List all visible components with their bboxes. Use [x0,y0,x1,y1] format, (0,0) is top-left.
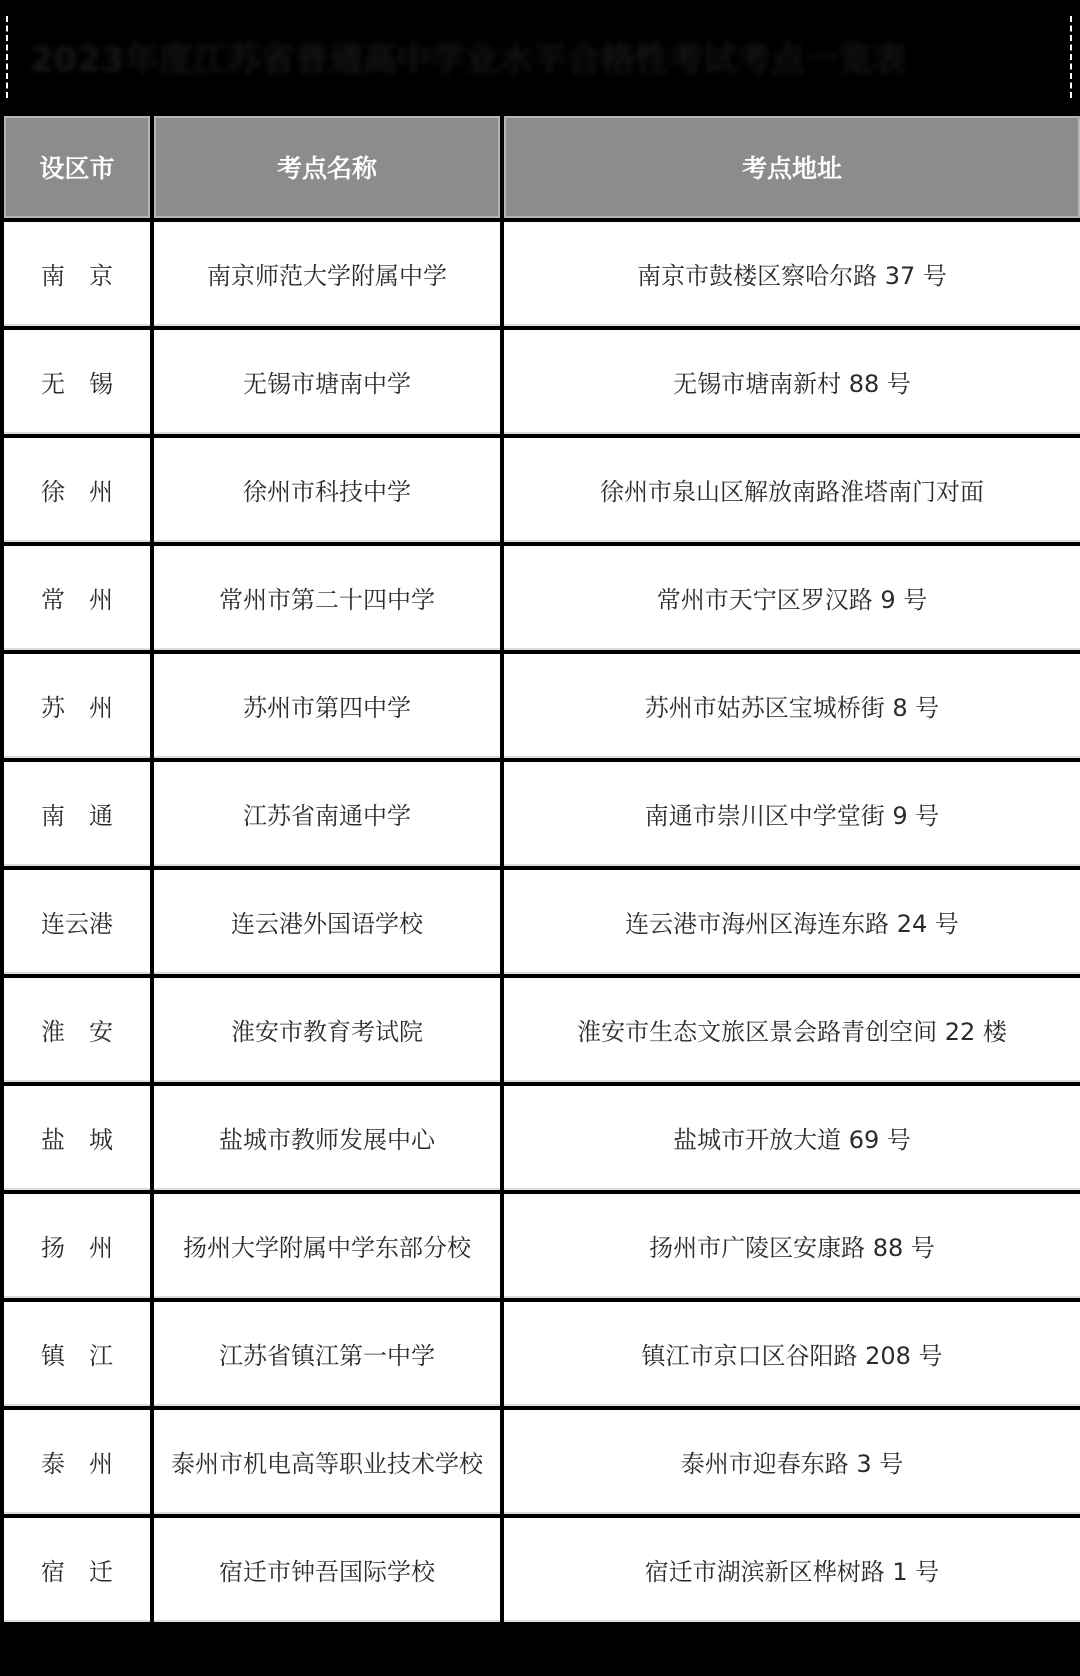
table-row [4,870,1080,974]
table-row [4,330,1080,434]
banner-title: 2023年度江苏省普通高中学业水平合格性考试考点一览表 [30,40,907,80]
site-address-cell: 镇江市京口区谷阳路 208 号 [504,1302,1080,1406]
site-address-cell: 淮安市生态文旅区景会路青创空间 22 楼 [504,978,1080,1082]
city-cell: 扬 州 [4,1194,150,1298]
table-row [4,438,1080,542]
table-row [4,762,1080,866]
site-name-cell: 江苏省镇江第一中学 [154,1302,500,1406]
table-row [4,1194,1080,1298]
table-header-row [4,116,1080,218]
table-row [4,546,1080,650]
title-banner [0,0,1080,112]
site-name-cell: 盐城市教师发展中心 [154,1086,500,1190]
table-row [4,1518,1080,1622]
exam-site-table [0,112,1080,1626]
header-site-address: 考点地址 [504,116,1080,218]
city-cell: 连云港 [4,870,150,974]
site-name-cell: 江苏省南通中学 [154,762,500,866]
site-address-cell: 扬州市广陵区安康路 88 号 [504,1194,1080,1298]
city-cell: 徐 州 [4,438,150,542]
table-row [4,978,1080,1082]
table-row [4,222,1080,326]
site-name-cell: 淮安市教育考试院 [154,978,500,1082]
site-address-cell: 南京市鼓楼区察哈尔路 37 号 [504,222,1080,326]
site-address-cell: 无锡市塘南新村 88 号 [504,330,1080,434]
header-site-name: 考点名称 [154,116,500,218]
table-row [4,1086,1080,1190]
site-address-cell: 南通市崇川区中学堂街 9 号 [504,762,1080,866]
site-name-cell: 苏州市第四中学 [154,654,500,758]
city-cell: 南 通 [4,762,150,866]
city-cell: 常 州 [4,546,150,650]
site-address-cell: 宿迁市湖滨新区桦树路 1 号 [504,1518,1080,1622]
header-city: 设区市 [4,116,150,218]
site-name-cell: 常州市第二十四中学 [154,546,500,650]
city-cell: 镇 江 [4,1302,150,1406]
site-name-cell: 宿迁市钟吾国际学校 [154,1518,500,1622]
site-address-cell: 苏州市姑苏区宝城桥街 8 号 [504,654,1080,758]
city-cell: 泰 州 [4,1410,150,1514]
site-name-cell: 扬州大学附属中学东部分校 [154,1194,500,1298]
city-cell: 淮 安 [4,978,150,1082]
site-address-cell: 盐城市开放大道 69 号 [504,1086,1080,1190]
table-row [4,654,1080,758]
site-name-cell: 无锡市塘南中学 [154,330,500,434]
city-cell: 苏 州 [4,654,150,758]
city-cell: 盐 城 [4,1086,150,1190]
site-name-cell: 泰州市机电高等职业技术学校 [154,1410,500,1514]
table-row [4,1302,1080,1406]
site-address-cell: 常州市天宁区罗汉路 9 号 [504,546,1080,650]
city-cell: 无 锡 [4,330,150,434]
site-address-cell: 泰州市迎春东路 3 号 [504,1410,1080,1514]
site-name-cell: 徐州市科技中学 [154,438,500,542]
site-name-cell: 连云港外国语学校 [154,870,500,974]
site-address-cell: 徐州市泉山区解放南路淮塔南门对面 [504,438,1080,542]
city-cell: 南 京 [4,222,150,326]
site-name-cell: 南京师范大学附属中学 [154,222,500,326]
site-address-cell: 连云港市海州区海连东路 24 号 [504,870,1080,974]
table-row [4,1410,1080,1514]
city-cell: 宿 迁 [4,1518,150,1622]
bottom-band [0,1634,1080,1676]
exam-site-table-container [0,112,1080,1634]
